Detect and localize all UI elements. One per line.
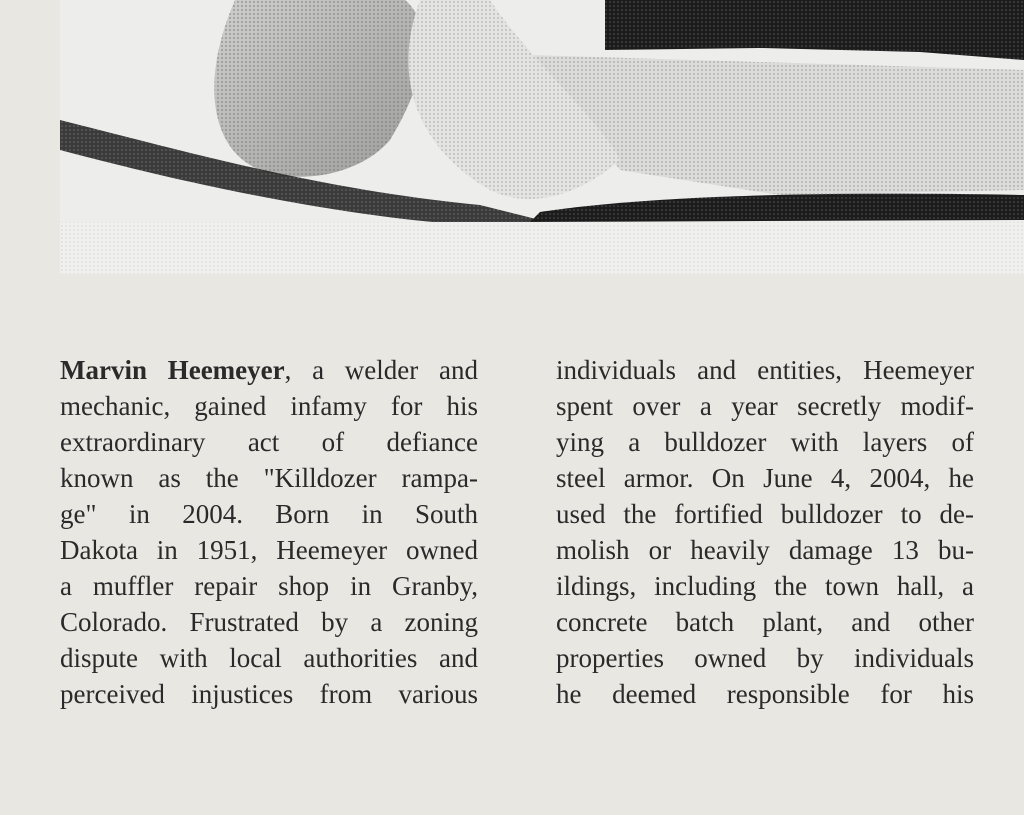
article-line: concrete batch plant, and other <box>556 607 974 637</box>
article-line: Dakota in 1951, Heemeyer owned <box>60 535 478 565</box>
article-line: Colorado. Frustrated by a zoning <box>60 607 478 637</box>
article-column-left <box>60 352 478 712</box>
subject-name: Marvin Heemeyer <box>60 355 285 385</box>
halftone-photo <box>60 0 1024 274</box>
article-line: ying a bulldozer with layers of <box>556 427 974 457</box>
article-line: mechanic, gained infamy for his <box>60 391 478 421</box>
article-line: a muffler repair shop in Granby, <box>60 571 478 601</box>
article-line: molish or heavily damage 13 bu- <box>556 535 974 565</box>
article-line <box>60 352 478 388</box>
article-line: dispute with local authorities and <box>60 643 478 673</box>
article-column-right <box>556 352 974 712</box>
article-line: ge" in 2004. Born in South <box>60 499 478 529</box>
article-line: known as the "Killdozer rampa- <box>60 463 478 493</box>
photo-illustration <box>60 0 1024 274</box>
article-line: spent over a year secretly modif- <box>556 391 974 421</box>
article-line: properties owned by individuals <box>556 643 974 673</box>
article-line: used the fortified bulldozer to de- <box>556 499 974 529</box>
article-line-text: , a welder and <box>284 355 478 385</box>
article-line: individuals and entities, Heemeyer <box>556 355 974 385</box>
article-line: he deemed responsible for his <box>556 679 974 709</box>
article-line: extraordinary act of defiance <box>60 427 478 457</box>
article-line: steel armor. On June 4, 2004, he <box>556 463 974 493</box>
article-line: perceived injustices from various <box>60 679 478 709</box>
article-line: ildings, including the town hall, a <box>556 571 974 601</box>
